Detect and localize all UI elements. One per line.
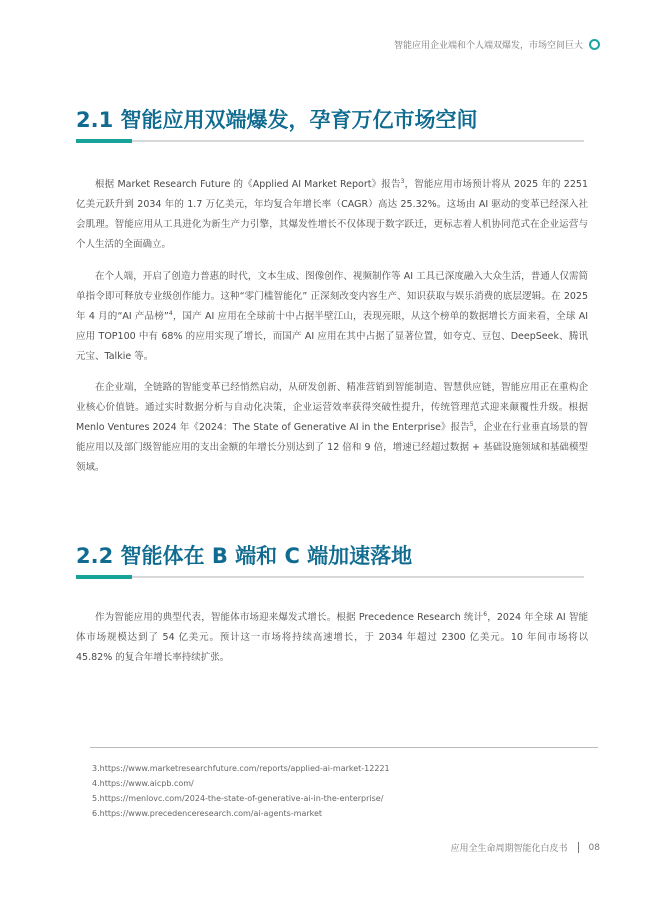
footnote-divider	[90, 747, 598, 748]
section-divider-accent	[76, 139, 132, 143]
paragraph-text: ，企业在行业垂直场景的智能应用以及部门级智能应用的支出金额的年增长分别达到了 12 倍和 9 倍，增速已经超过数据 + 基础设施领域和基础模型领域。	[76, 422, 588, 473]
footnote-list	[92, 761, 390, 821]
footnote-item: 3.https://www.marketresearchfuture.com/reports/applied-ai-market-12221	[92, 764, 390, 773]
section-title-2-1: 2.1 智能应用双端爆发，孕育万亿市场空间	[76, 108, 478, 132]
paragraph-enterprise-side	[76, 378, 588, 478]
footnote-ref: 3	[400, 177, 405, 185]
footer-doc-title: 应用全生命周期智能化白皮书	[450, 844, 568, 854]
section-divider-2-2	[76, 576, 584, 578]
paragraph-text: 在企业端，全链路的智能变革已经悄然启动，从研发创新、精准营销到智能制造、智慧供应链，智能应用正在重构企业核心价值链。通过实时数据分析与自动化决策，企业运营效率获得突破性提升，传统管理范式迎来颠覆性升级。根据 Menlo Ventures 2024 年《2024：The State of Generative AI in the Enterprise》报告	[76, 382, 588, 433]
paragraph-text: 在个人端，开启了创造力普惠的时代，文本生成、图像创作、视频制作等 AI 工具已深度融入大众生活，普通人仅需简单指令即可释放专业级创作能力。这种“零门槛智能化” 正深刻改变内容生产、知识获取与娱乐消费的底层逻辑。在 2025 年 4 月的“AI 产品榜”	[76, 271, 588, 322]
footnote-item: 4.https://www.aicpb.com/	[92, 779, 194, 788]
paragraph-market-overview	[76, 175, 588, 255]
running-header	[394, 38, 600, 51]
paragraph-text: ，国产 AI 应用在全球前十中占据半壁江山，表现亮眼，从这个榜单的数据增长方面来看，全球 AI 应用 TOP100 中有 68% 的应用实现了增长，而国产 AI 应用在其中占据了显著位置，如夸克、豆包、DeepSeek、腾讯元宝、Talkie 等。	[76, 311, 588, 362]
logo-ring-icon	[589, 39, 600, 50]
section-divider-accent	[76, 575, 132, 579]
section-title-2-2: 2.2 智能体在 B 端和 C 端加速落地	[76, 544, 413, 568]
paragraph-agent-market	[76, 608, 588, 668]
paragraph-text: ，智能应用市场预计将从 2025 年的 2251 亿美元跃升到 2034 年的 1.7 万亿美元，年均复合年增长率（CAGR）高达 25.32%。这场由 AI 驱动的变革已经深入社会肌理。智能应用从工具进化为新生产力引擎，其爆发性增长不仅体现于数字跃迁，更标志着人机协同范式在企业运营与个人生活的全面确立。	[76, 179, 588, 250]
paragraph-consumer-side	[76, 267, 588, 367]
footnote-item: 5.https://menlovc.com/2024-the-state-of-generative-ai-in-the-enterprise/	[92, 794, 384, 803]
running-title: 智能应用企业端和个人端双爆发，市场空间巨大	[393, 41, 583, 51]
paragraph-text: 作为智能应用的典型代表，智能体市场迎来爆发式增长。根据 Precedence Research 统计	[95, 612, 484, 623]
paragraph-text: 根据 Market Research Future 的《Applied AI Market Report》报告	[95, 179, 401, 190]
footnote-item: 6.https://www.precedenceresearch.com/ai-agents-market	[92, 809, 323, 818]
paragraph-text: ，2024 年全球 AI 智能体市场规模达到了 54 亿美元。预计这一市场将持续高速增长，于 2034 年超过 2300 亿美元。10 年间市场将以 45.82% 的复合年增长率持续扩张。	[76, 612, 588, 663]
section-divider-2-1	[76, 140, 584, 142]
page-number: 08	[588, 842, 600, 853]
footnote-ref: 6	[483, 610, 488, 618]
footnote-ref: 5	[469, 420, 474, 428]
footnote-ref: 4	[168, 309, 173, 317]
page-footer	[451, 841, 600, 854]
footer-separator	[578, 842, 579, 853]
